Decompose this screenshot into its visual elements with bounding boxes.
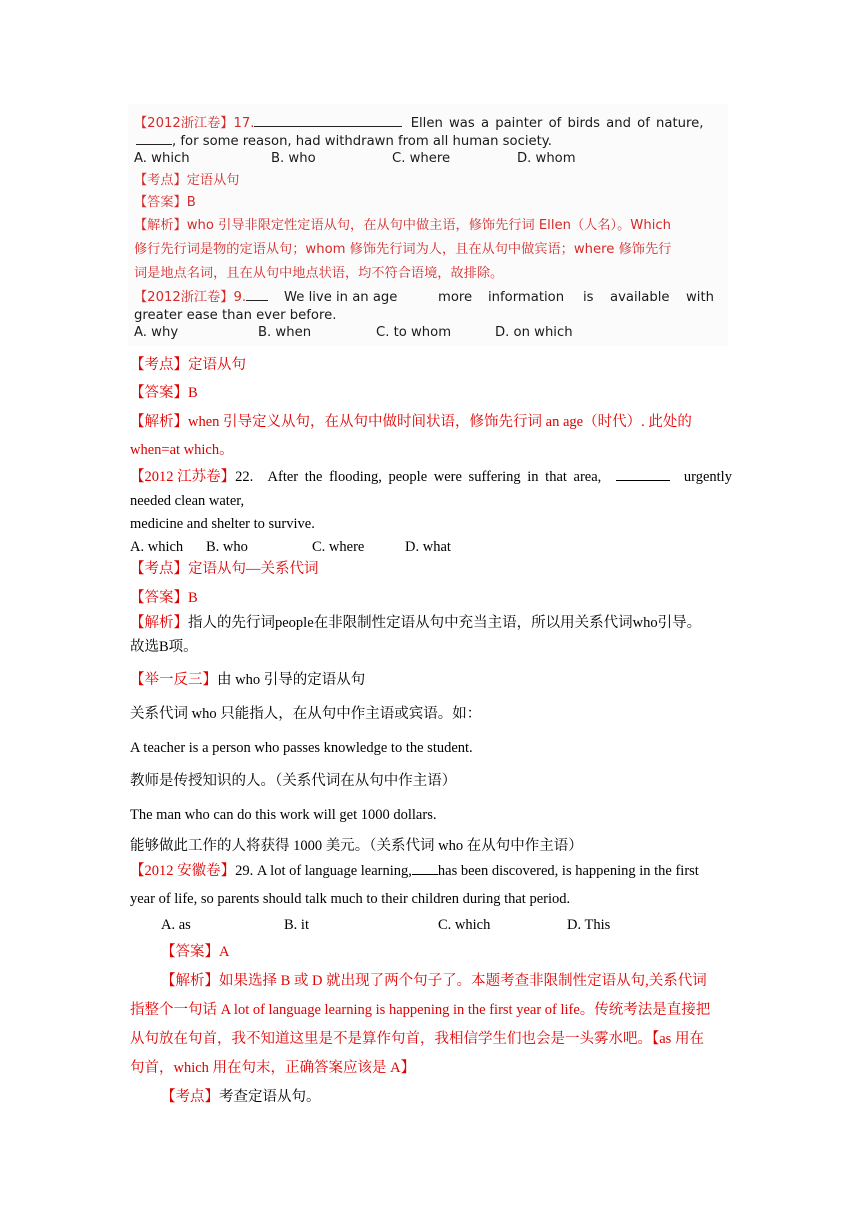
q22-blank [616,480,670,481]
q9-analysis-1: 【解析】when 引导定义从句，在从句中做时间状语，修饰先行词 an age（时代）. 此处的 [130,414,692,430]
q17-option-c: C. where [392,151,451,166]
q22-point-label: 【考点】 [130,561,188,577]
q17-option-d: D. whom [517,151,576,166]
q9-word-6: with [686,290,714,305]
q17-tag: 【2012浙江卷】17. [134,116,255,131]
q9-option-a: A. why [134,325,179,340]
q22-option-a: A. which [130,539,184,555]
q22-analysis-line-1 [130,616,701,631]
q17-blank-2 [136,144,172,145]
q29-analysis-3: 从句放在句首，我不知道这里是不是算作句首，我相信学生们也会是一头雾水吧。【as 用在 [130,1031,704,1047]
q17-point: 【考点】定语从句 [134,173,240,188]
extension-intro: 关系代词 who 只能指人，在从句中作主语或宾语。如： [130,706,482,722]
q29-blank [412,874,438,875]
extension-example-2-en: The man who can do this work will get 1000 dollars. [130,807,437,823]
q9-point: 【考点】定语从句 [130,357,246,373]
q22-analysis-1: 指人的先行词people在非限制性定语从句中充当主语，所以用关系代词who引导。 [188,615,702,631]
q22-tag: 【2012 江苏卷】 [130,469,236,485]
q22-analysis-label: 【解析】 [130,615,188,631]
q29-stem-2: year of life, so parents should talk much to their children during that period. [130,891,571,907]
extension-example-1-cn: 教师是传授知识的人。（关系代词在从句中作主语） [130,773,457,789]
q9-stem-line-2: greater ease than ever before. [134,308,337,323]
q22-option-b: B. who [206,539,248,555]
q17-stem-1: Ellen was a painter of birds and of nature, [410,116,704,131]
extension-label: 【举一反三】 [130,672,217,688]
q22-stem-1a: After the flooding, people were suffering in that area, [267,469,602,485]
q9-word-5: available [610,290,670,305]
q29-tag: 【2012 安徽卷】 [130,863,236,879]
q17-option-b: B. who [271,151,316,166]
q9-word-1: We live in an age [284,290,398,305]
q9-word-2: more [438,290,473,305]
q22-analysis-2: 故选B项。 [130,639,198,655]
q29-point-label: 【考点】 [161,1089,219,1105]
q9-analysis-2: when=at which。 [130,442,234,458]
q22-point-text: 定语从句—关系代词 [188,561,319,577]
q22-stem-3: medicine and shelter to survive. [130,516,315,532]
extension-example-1-en: A teacher is a person who passes knowledge to the student. [130,740,473,756]
q22-option-d: D. what [405,539,451,555]
q9-blank [246,300,268,301]
q9-option-c: C. to whom [376,325,452,340]
q22-option-c: C. where [312,539,365,555]
q9-answer: 【答案】B [130,385,198,401]
q9-option-d: D. on which [495,325,573,340]
q17-answer: 【答案】B [134,195,196,210]
q17-stem-2: , for some reason, had withdrawn from all human society. [172,134,552,149]
question-screenshot-snippet [128,104,728,346]
q29-analysis-4: 句首，which 用在句末，正确答案应该是 A】 [130,1060,416,1076]
q22-options [130,540,730,558]
extension-example-2-cn: 能够做此工作的人将获得 1000 美元。（关系代词 who 在从句中作主语） [130,838,583,854]
q17-options [134,152,694,168]
q9-options [134,326,694,342]
q22-stem-2: needed clean water, [130,493,245,509]
q17-blank-1 [254,126,402,127]
q17-stem-line-2 [136,135,552,148]
q22-answer: 【答案】B [130,590,198,606]
q9-stem-line-1 [134,291,718,304]
q29-option-d: D. This [567,917,611,933]
q29-option-c: C. which [438,917,491,933]
q17-stem-line-1 [134,117,703,130]
q9-option-b: B. when [258,325,312,340]
q29-stem-1a: 29. A lot of language learning, [235,863,412,879]
q9-tag: 【2012浙江卷】9. [134,290,247,305]
q29-option-a: A. as [161,917,191,933]
q9-word-4: is [583,290,594,305]
q29-options [161,918,721,936]
q9-word-3: information [488,290,565,305]
q22-stem-1b: urgently [683,469,732,485]
q29-analysis-1: 【解析】如果选择 B 或 D 就出现了两个句子了。本题考查非限制性定语从句,关系代词 [161,973,707,989]
extension-heading [130,673,365,688]
q22-number: 22. [235,469,254,485]
q29-stem-line-1 [130,864,699,879]
q29-analysis-2: 指整个一句话 A lot of language learning is happening in the first year of life。传统考法是直接把 [130,1002,711,1018]
q17-analysis-2: 修行先行词是物的定语从句；whom 修饰先行词为人，且在从句中做宾语；where 修饰先行 [134,242,672,257]
q22-stem-line-1 [130,470,732,485]
q22-point-line [130,562,319,577]
extension-title: 由 who 引导的定语从句 [217,672,366,688]
q29-answer: 【答案】A [161,944,230,960]
q29-option-b: B. it [284,917,309,933]
q17-analysis-1: 【解析】who 引导非限定性定语从句，在从句中做主语，修饰先行词 Ellen（人名）。Which [134,218,671,233]
q29-stem-1b: has been discovered, is happening in the first [437,863,699,879]
q17-analysis-3: 词是地点名词，且在从句中地点状语，均不符合语境，故排除。 [134,266,504,281]
q29-point-line [161,1090,321,1105]
q17-option-a: A. which [134,151,190,166]
q29-point-text: 考查定语从句。 [219,1089,321,1105]
